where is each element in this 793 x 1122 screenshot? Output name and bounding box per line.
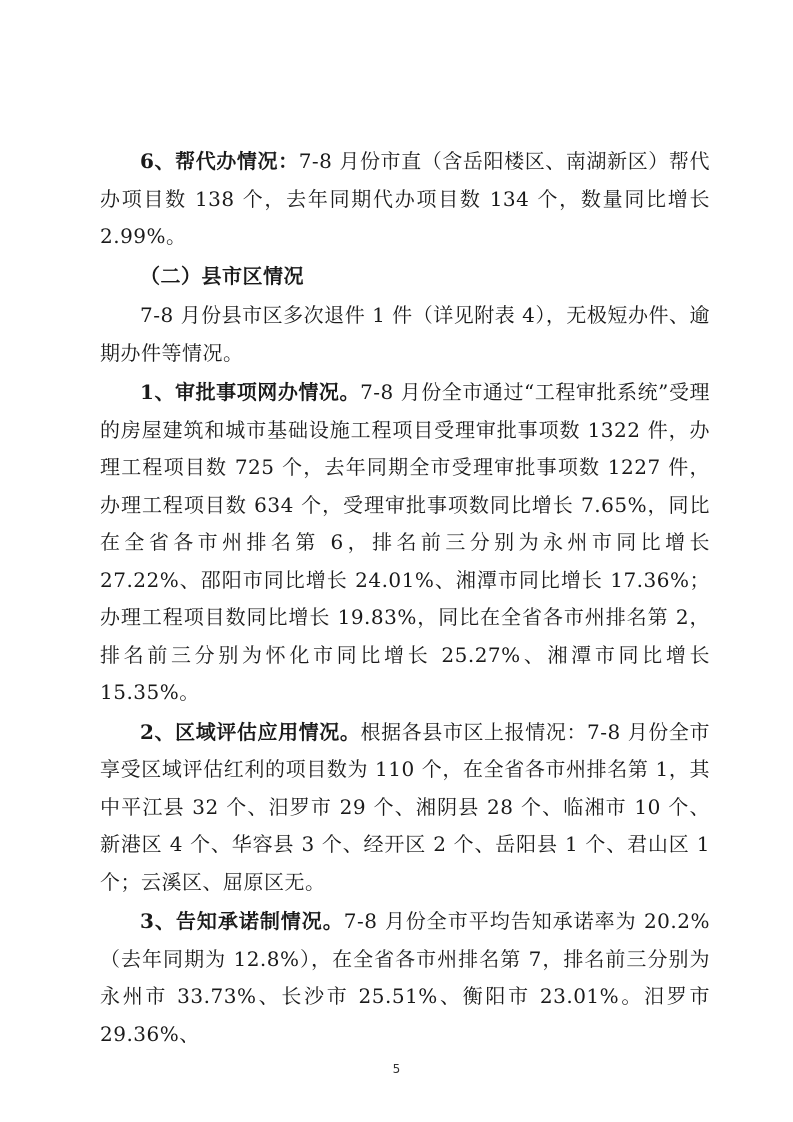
section-intro-paragraph: 7-8 月份县市区多次退件 1 件（详见附表 4），无极短办件、逾期办件等情况。 [100,303,710,365]
paragraph-text: 根据各县市区上报情况：7-8 月份全市享受区域评估红利的项目数为 110 个，在全省各市州排名第 1，其中平江县 32 个、汨罗市 29 个、湘阴县 28 个、临湘市 10 个、新港区 4 个、华容县 3 个、经开区 2 个、岳阳县 1 个、君山区 1 个；云溪区、屈原区无。 [100,719,710,894]
paragraph-regional-assessment [100,714,710,902]
page-number: 5 [392,1062,401,1076]
paragraph-text: 7-8 月份全市通过“工程审批系统”受理的房屋建筑和城市基础设施工程项目受理审批事项数 1322 件，办理工程项目数 725 个，去年同期全市受理审批事项数 1227 件，办理工程项目数 634 个，受理审批事项数同比增长 7.65%，同比在全省各市州排名第 6，排名前三分别为永州市同比增长 27.22%、邵阳市同比增长 24.01%、湘潭市同比增长 17.36%；办理工程项目数同比增长 19.83%，同比在全省各市州排名第 2，排名前三分别为怀化市同比增长 25.27%、湘潭市同比增长 15.35%。 [100,380,711,704]
paragraph-lead: 6、帮代办情况： [140,149,299,173]
paragraph-agency-service [100,143,710,256]
section-heading: （二）县市区情况 [140,263,304,288]
document-body [100,143,710,1055]
paragraph-lead: 2、区域评估应用情况。 [140,719,361,744]
paragraph-text: 7-8 月份市直（含岳阳楼区、南湖新区）帮代办项目数 138 个，去年同期代办项目数 134 个，数量同比增长 2.99%。 [100,149,710,248]
paragraph-text: 7-8 月份全市平均告知承诺率为 20.2%（去年同期为 12.8%），在全省各市州排名第 7，排名前三分别为永州市 33.73%、长沙市 25.51%、衡阳市 23.01%。汨罗市 29.36%、 [100,909,710,1046]
paragraph-lead: 1、审批事项网办情况。 [140,380,361,404]
paragraph-commitment-system [100,903,710,1053]
paragraph-lead: 3、告知承诺制情况。 [140,909,344,933]
paragraph-online-approval [100,374,710,712]
